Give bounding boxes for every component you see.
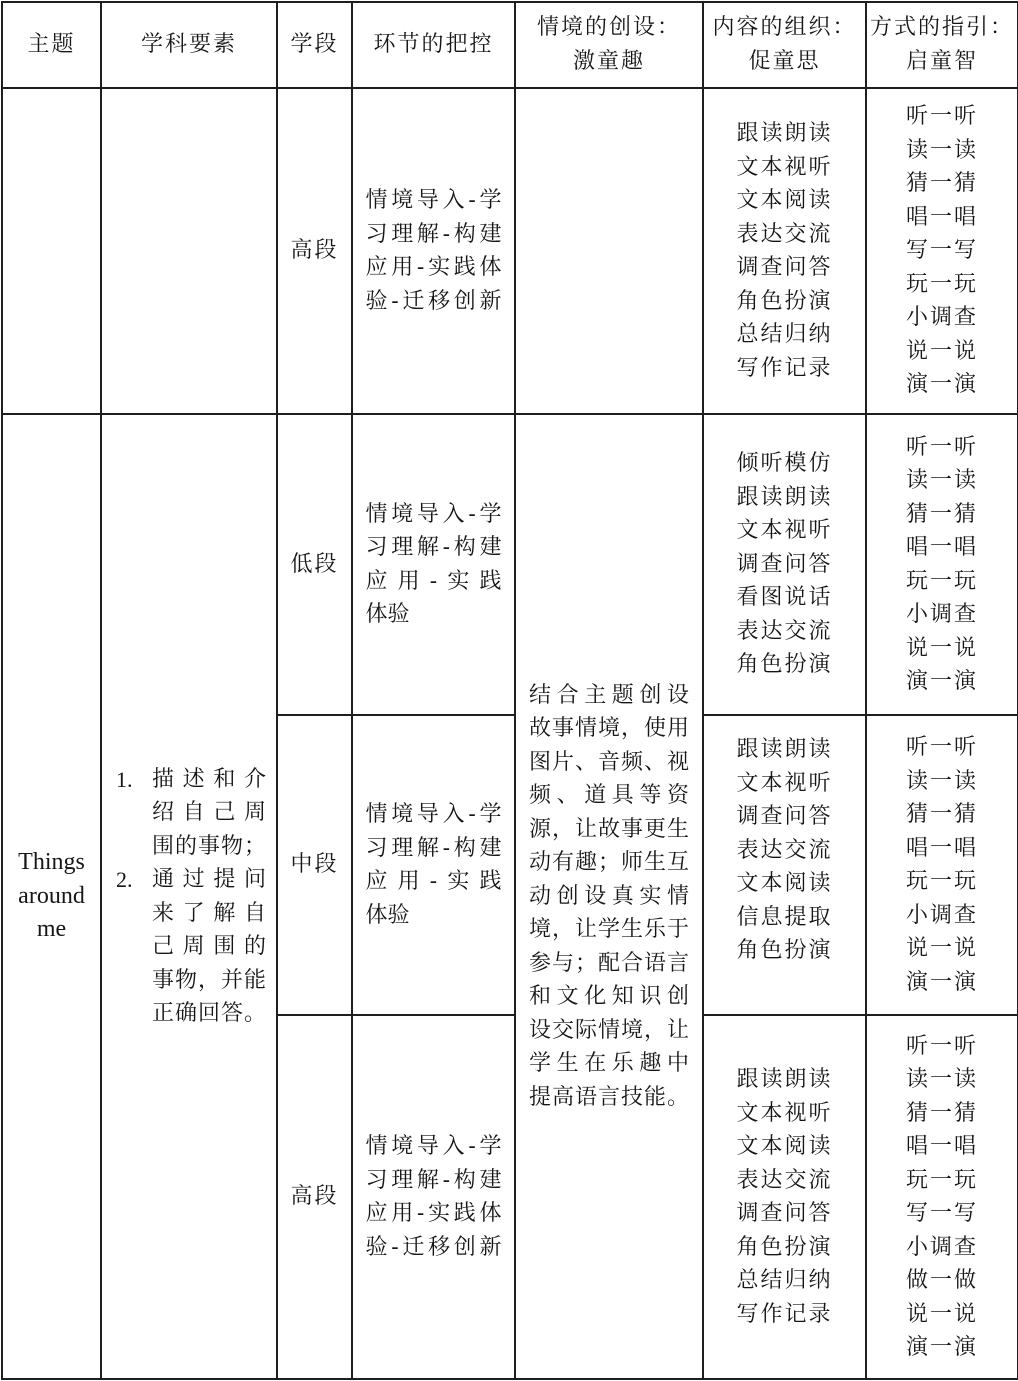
elements-item — [116, 763, 276, 864]
method-item: 听一听 — [905, 735, 978, 760]
content-item: 表达交流 — [736, 837, 833, 863]
content-list — [704, 447, 865, 682]
method-item: 说一说 — [905, 936, 978, 961]
content-item: 角色扮演 — [736, 652, 833, 678]
context-line: 动有趣；师生互 — [529, 850, 689, 876]
method-item: 唱一唱 — [905, 835, 978, 861]
method-item: 演一演 — [905, 372, 978, 398]
header-line: 激童趣 — [572, 49, 645, 74]
process-line: 应用-实践 — [365, 869, 502, 894]
process-text — [366, 798, 502, 932]
content-item: 角色扮演 — [736, 938, 833, 963]
method-item: 小调查 — [905, 602, 978, 627]
content-item: 文本阅读 — [736, 1134, 833, 1159]
method-item: 说一说 — [905, 635, 978, 661]
method-item: 玩一玩 — [905, 271, 978, 297]
content-cell — [703, 715, 866, 1015]
header-process: 环节的把控 — [352, 2, 515, 88]
method-item: 演一演 — [905, 669, 978, 694]
header-topic: 主题 — [2, 2, 101, 88]
item-line: 来了解自 — [152, 900, 266, 926]
content-item: 跟读朗读 — [736, 121, 833, 146]
method-list — [867, 731, 1017, 999]
process-cell — [352, 88, 515, 414]
content-item: 角色扮演 — [736, 288, 833, 314]
context-line: 提高语言技能。 — [529, 1084, 689, 1110]
method-item: 读一读 — [905, 468, 978, 493]
process-cell — [352, 1015, 515, 1379]
method-cell — [866, 414, 1018, 715]
method-item: 玩一玩 — [905, 568, 978, 594]
method-cell — [866, 88, 1018, 414]
content-list — [704, 1063, 865, 1331]
process-line: 习理解-构建 — [365, 835, 502, 861]
header-row — [2, 2, 1018, 88]
curriculum-table — [1, 1, 1018, 1380]
content-cell — [703, 88, 866, 414]
content-item: 总结归纳 — [736, 322, 833, 347]
process-line: 应用-实践体 — [365, 255, 502, 280]
header-line: 促童思 — [748, 49, 821, 74]
table-row — [2, 414, 1018, 715]
content-item: 表达交流 — [736, 1167, 833, 1193]
process-line: 应用-实践体 — [365, 1201, 502, 1226]
header-line: 启童智 — [905, 49, 978, 74]
header-content-lines — [704, 11, 865, 79]
header-stage: 学段 — [277, 2, 352, 88]
method-item: 小调查 — [905, 1234, 978, 1260]
item-number: 2. — [116, 867, 133, 892]
content-item: 文本视听 — [736, 1100, 833, 1126]
method-item: 小调查 — [905, 305, 978, 331]
method-item: 写一写 — [905, 238, 978, 264]
process-line: 情境导入-学 — [365, 188, 502, 213]
content-item: 写作记录 — [736, 355, 833, 381]
item-line: 事物，并能 — [152, 967, 266, 993]
method-item: 说一说 — [905, 1301, 978, 1327]
table-row — [2, 88, 1018, 414]
method-item: 演一演 — [905, 1335, 978, 1360]
method-item: 说一说 — [905, 338, 978, 364]
context-line: 故事情境，使用 — [529, 716, 689, 742]
process-text — [366, 1130, 502, 1264]
context-line: 图片、音频、视 — [529, 749, 689, 775]
method-item: 唱一唱 — [905, 535, 978, 560]
context-line: 动创设真实情 — [529, 883, 689, 909]
header-content — [703, 2, 866, 88]
method-item: 听一听 — [905, 1033, 978, 1059]
content-item: 调查问答 — [736, 804, 833, 829]
method-item: 读一读 — [905, 768, 978, 794]
method-item: 演一演 — [905, 969, 978, 995]
content-item: 文本视听 — [736, 518, 833, 544]
stage-cell — [277, 414, 352, 715]
content-item: 调查问答 — [736, 1201, 833, 1226]
elements-cell — [101, 88, 277, 414]
process-cell — [352, 715, 515, 1015]
item-line: 围的事物； — [152, 833, 266, 859]
item-text — [152, 763, 266, 864]
context-line: 结合主题创设 — [529, 682, 689, 708]
context-cell — [515, 88, 703, 414]
context-line: 源，让故事更生 — [529, 816, 689, 842]
topic-cell — [2, 88, 101, 414]
stage-cell — [277, 88, 352, 414]
content-item: 调查问答 — [736, 255, 833, 280]
method-item: 猜一猜 — [905, 802, 978, 827]
stage-label: 低段 — [290, 551, 339, 577]
method-item: 猜一猜 — [905, 501, 978, 527]
context-line: 参与；配合语言 — [529, 950, 689, 976]
content-item: 调查问答 — [736, 551, 833, 577]
method-cell — [866, 715, 1018, 1015]
method-item: 写一写 — [905, 1201, 978, 1226]
content-cell — [703, 414, 866, 715]
stage-label: 高段 — [290, 1184, 339, 1210]
header-line: 内容的组织： — [712, 15, 857, 40]
content-cell — [703, 1015, 866, 1379]
method-item: 唱一唱 — [905, 204, 978, 230]
content-item: 跟读朗读 — [736, 484, 833, 510]
elements-item — [116, 863, 276, 1031]
context-line: 境，让学生乐于 — [529, 917, 689, 943]
method-item: 读一读 — [905, 137, 978, 163]
header-method — [866, 2, 1018, 88]
method-list — [867, 431, 1017, 699]
process-line: 验-迁移创新 — [365, 1234, 502, 1260]
process-line: 情境导入-学 — [365, 802, 502, 827]
process-text — [366, 184, 502, 318]
content-item: 文本阅读 — [736, 871, 833, 896]
item-line: 通过提问 — [152, 867, 266, 892]
context-line: 频、道具等资 — [529, 783, 689, 809]
content-item: 看图说话 — [736, 585, 833, 611]
header-context — [515, 2, 703, 88]
method-item: 听一听 — [905, 104, 978, 130]
item-text — [152, 863, 266, 1031]
header-line: 方式的指引： — [869, 15, 1014, 40]
method-item: 读一读 — [905, 1067, 978, 1092]
topic-cell — [2, 414, 101, 1379]
content-item: 总结归纳 — [736, 1268, 833, 1293]
item-line: 描述和介 — [152, 766, 266, 792]
content-item: 文本视听 — [736, 154, 833, 180]
stage-label: 高段 — [290, 238, 339, 264]
context-line: 和文化知识创 — [529, 984, 689, 1010]
process-line: 情境导入-学 — [365, 501, 502, 527]
header-line: 情境的创设： — [536, 15, 681, 40]
context-text — [529, 679, 689, 1115]
method-item: 猜一猜 — [905, 171, 978, 197]
method-item: 听一听 — [905, 434, 978, 460]
method-list — [867, 1030, 1017, 1365]
stage-cell — [277, 1015, 352, 1379]
item-number: 1. — [116, 766, 133, 792]
process-line: 体验 — [365, 902, 410, 928]
content-item: 表达交流 — [736, 618, 833, 644]
method-item: 小调查 — [905, 902, 978, 928]
method-item: 做一做 — [905, 1268, 978, 1293]
topic-title: Things around me — [18, 849, 85, 943]
content-item: 文本视听 — [736, 770, 833, 796]
content-list — [704, 733, 865, 968]
header-context-lines — [516, 11, 702, 79]
process-line: 习理解-构建 — [365, 1167, 502, 1193]
context-line: 学生在乐趣中 — [529, 1051, 689, 1077]
stage-label: 中段 — [290, 852, 339, 878]
content-item: 信息提取 — [736, 904, 833, 930]
header-elements: 学科要素 — [101, 2, 277, 88]
item-line: 正确回答。 — [152, 1001, 266, 1026]
process-line: 习理解-构建 — [365, 535, 502, 560]
process-line: 体验 — [365, 602, 410, 627]
content-item: 写作记录 — [736, 1301, 833, 1327]
content-list — [704, 117, 865, 385]
stage-cell — [277, 715, 352, 1015]
context-line: 设交际情境，让 — [529, 1017, 689, 1043]
method-item: 玩一玩 — [905, 1167, 978, 1193]
method-item: 猜一猜 — [905, 1100, 978, 1126]
process-text — [366, 498, 502, 632]
content-item: 表达交流 — [736, 221, 833, 247]
content-item: 倾听模仿 — [736, 451, 833, 477]
process-line: 应用-实践 — [365, 568, 502, 594]
process-cell — [352, 414, 515, 715]
method-cell — [866, 1015, 1018, 1379]
process-line: 验-迁移创新 — [365, 288, 502, 314]
method-item: 唱一唱 — [905, 1134, 978, 1159]
content-item: 角色扮演 — [736, 1234, 833, 1260]
content-item: 跟读朗读 — [736, 1067, 833, 1092]
process-line: 情境导入-学 — [365, 1134, 502, 1159]
context-cell — [515, 414, 703, 1379]
content-item: 文本阅读 — [736, 188, 833, 213]
elements-cell — [101, 414, 277, 1379]
item-line: 己周围的 — [152, 934, 266, 959]
content-item: 跟读朗读 — [736, 737, 833, 762]
method-item: 玩一玩 — [905, 869, 978, 894]
item-line: 绍自己周 — [152, 800, 266, 825]
process-line: 习理解-构建 — [365, 221, 502, 247]
method-list — [867, 100, 1017, 402]
header-method-lines — [867, 11, 1017, 79]
